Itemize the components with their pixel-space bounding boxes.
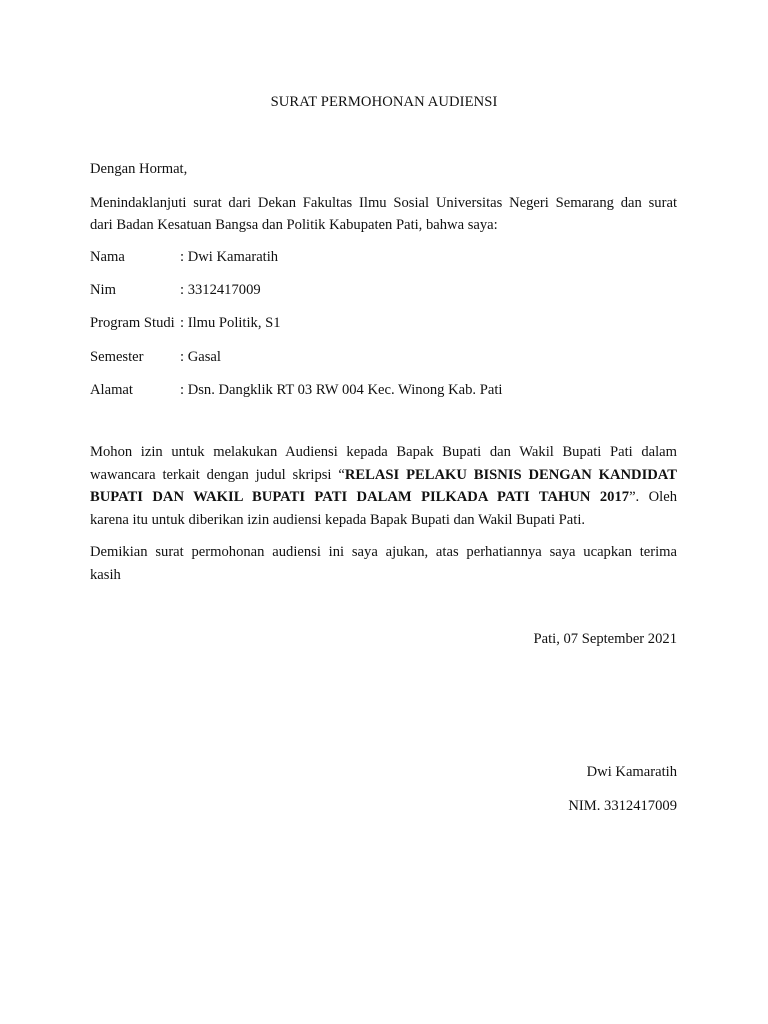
request-line-1: Mohon izin untuk melakukan Audiensi kepada Bapak Bupati dan Wakil Bupati Pati dalam (90, 444, 677, 460)
closing-paragraph (90, 541, 677, 586)
request-line-2-text: wawancara terkait dengan judul skripsi “ (90, 466, 345, 483)
request-line-3-text: ”. Oleh (629, 489, 677, 505)
thesis-title-part-1: RELASI PELAKU BISNIS DENGAN KANDIDAT (344, 466, 677, 483)
request-line-2 (90, 464, 677, 487)
field-label: Alamat (90, 382, 133, 398)
request-line-4: karena itu untuk diberikan izin audiensi kepada Bapak Bupati dan Wakil Bupati Pati. (90, 511, 586, 528)
signer-name: Dwi Kamaratih (586, 764, 677, 780)
field-label: Program Studi (90, 315, 175, 331)
field-value: : Dwi Kamaratih (180, 249, 279, 265)
field-label: Nama (90, 249, 125, 265)
greeting: Dengan Hormat, (90, 161, 188, 177)
field-label: Nim (90, 282, 116, 298)
thesis-title-part-2: BUPATI DAN WAKIL BUPATI PATI DALAM PILKADA PATI TAHUN 2017 (90, 489, 630, 505)
closing-line-1: Demikian surat permohonan audiensi ini saya ajukan, atas perhatiannya saya ucapkan terima (90, 544, 677, 560)
request-paragraph (90, 441, 677, 531)
field-value: : Gasal (180, 349, 221, 365)
intro-line-2: dari Badan Kesatuan Bangsa dan Politik Kabupaten Pati, bahwa saya: (90, 217, 498, 233)
intro-paragraph (90, 192, 677, 236)
closing-line-2: kasih (90, 566, 121, 583)
letter-title: SURAT PERMOHONAN AUDIENSI (270, 94, 498, 110)
place-date: Pati, 07 September 2021 (533, 631, 677, 647)
request-line-3 (90, 486, 677, 509)
field-value: : Dsn. Dangklik RT 03 RW 004 Kec. Winong Kab. Pati (180, 382, 503, 398)
intro-line-1: Menindaklanjuti surat dari Dekan Fakultas Ilmu Sosial Universitas Negeri Semarang dan surat (90, 195, 677, 211)
field-label: Semester (90, 349, 144, 365)
signer-nim: NIM. 3312417009 (568, 798, 677, 814)
field-value: : Ilmu Politik, S1 (180, 315, 281, 331)
field-value: : 3312417009 (180, 282, 261, 298)
